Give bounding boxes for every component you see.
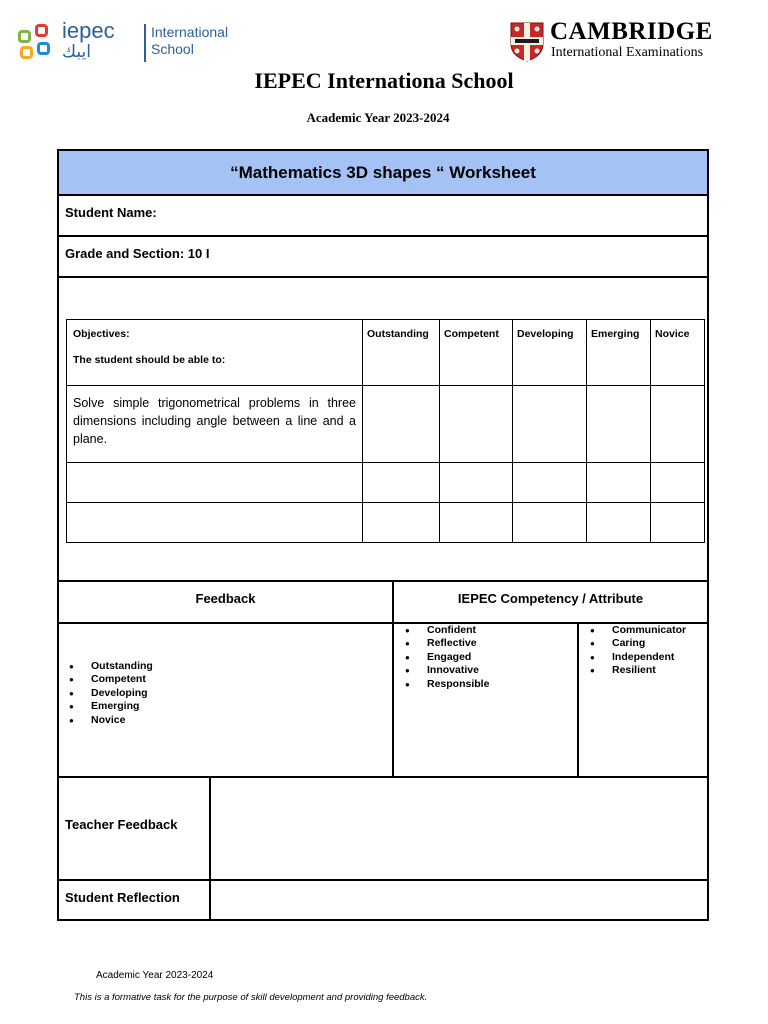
divider bbox=[209, 776, 211, 919]
rating-cell[interactable] bbox=[440, 503, 513, 543]
divider bbox=[59, 776, 707, 778]
objective-text: Solve simple trigonometrical problems in three dimensions including angle between a line and a plane. bbox=[67, 386, 363, 463]
list-item: ● Confident bbox=[405, 624, 489, 637]
level-emerging-header: Emerging bbox=[587, 320, 651, 386]
rating-cell[interactable] bbox=[651, 503, 705, 543]
table-row bbox=[67, 463, 705, 503]
academic-year-title: Academic Year 2023-2024 bbox=[306, 110, 450, 125]
list-item: ● Novice bbox=[69, 714, 153, 727]
list-item: ● Engaged bbox=[405, 651, 489, 664]
rating-cell[interactable] bbox=[363, 503, 440, 543]
rating-cell[interactable] bbox=[651, 463, 705, 503]
logo-divider bbox=[144, 24, 146, 62]
divider bbox=[59, 879, 707, 881]
school-title: IEPEC Internationa School bbox=[254, 68, 514, 93]
objective-text[interactable] bbox=[67, 463, 363, 503]
divider bbox=[577, 622, 579, 778]
objective-text[interactable] bbox=[67, 503, 363, 543]
iepec-logo bbox=[16, 20, 231, 66]
rating-cell[interactable] bbox=[440, 386, 513, 463]
cambridge-shield-icon bbox=[510, 22, 544, 62]
list-item: ● Independent bbox=[590, 651, 686, 664]
level-developing-header: Developing bbox=[513, 320, 587, 386]
list-item: ● Caring bbox=[590, 637, 686, 650]
cambridge-subtitle: International Examinations bbox=[551, 45, 704, 60]
student-reflection-label: Student Reflection bbox=[65, 890, 180, 905]
logo-line-school: School bbox=[151, 41, 194, 57]
list-item: ● Responsible bbox=[405, 678, 489, 691]
rating-cell[interactable] bbox=[587, 386, 651, 463]
rating-cell[interactable] bbox=[513, 463, 587, 503]
objectives-header-row bbox=[67, 320, 705, 386]
rating-cell[interactable] bbox=[440, 463, 513, 503]
objectives-subheading: The student should be able to: bbox=[73, 354, 226, 366]
worksheet-title: “Mathematics 3D shapes “ Worksheet bbox=[59, 151, 707, 194]
level-novice-header: Novice bbox=[651, 320, 705, 386]
rating-cell[interactable] bbox=[587, 503, 651, 543]
objectives-header-cell bbox=[67, 320, 363, 386]
list-item: ● Developing bbox=[69, 687, 153, 700]
student-name-label: Student Name: bbox=[65, 205, 157, 220]
rating-cell[interactable] bbox=[651, 386, 705, 463]
rating-cell[interactable] bbox=[363, 463, 440, 503]
competency-list-2 bbox=[590, 624, 686, 678]
cambridge-name: CAMBRIDGE bbox=[550, 18, 713, 45]
feedback-heading: Feedback bbox=[195, 591, 256, 606]
rating-cell[interactable] bbox=[513, 386, 587, 463]
divider bbox=[59, 194, 707, 196]
list-item: ● Communicator bbox=[590, 624, 686, 637]
divider bbox=[59, 276, 707, 278]
divider bbox=[59, 580, 707, 582]
divider bbox=[392, 580, 394, 778]
list-item: ● Reflective bbox=[405, 637, 489, 650]
iepec-brand-ar: ايبك bbox=[62, 42, 91, 62]
competency-heading: IEPEC Competency / Attribute bbox=[457, 591, 644, 606]
list-item: ● Outstanding bbox=[69, 660, 153, 673]
rating-cell[interactable] bbox=[513, 503, 587, 543]
list-item: ● Innovative bbox=[405, 664, 489, 677]
worksheet-frame bbox=[57, 149, 709, 921]
table-row bbox=[67, 503, 705, 543]
level-competent-header: Competent bbox=[440, 320, 513, 386]
rating-cell[interactable] bbox=[363, 386, 440, 463]
objectives-heading: Objectives: bbox=[73, 328, 130, 340]
level-outstanding-header: Outstanding bbox=[363, 320, 440, 386]
teacher-feedback-label: Teacher Feedback bbox=[65, 817, 178, 832]
list-item: ● Competent bbox=[69, 673, 153, 686]
list-item: ● Emerging bbox=[69, 700, 153, 713]
grade-section-label: Grade and Section: 10 I bbox=[65, 246, 210, 261]
table-row bbox=[67, 386, 705, 463]
iepec-logo-subtitle bbox=[151, 24, 228, 58]
objectives-table bbox=[66, 319, 705, 543]
logo-line-international: International bbox=[151, 24, 229, 40]
feedback-list bbox=[69, 660, 153, 727]
divider bbox=[59, 235, 707, 237]
cambridge-logo bbox=[508, 20, 723, 66]
footer-note: This is a formative task for the purpose of skill development and providing feedback. bbox=[74, 992, 428, 1003]
iepec-logo-mark-icon bbox=[16, 22, 56, 64]
iepec-brand-en: iepec bbox=[62, 18, 115, 43]
list-item: ● Resilient bbox=[590, 664, 686, 677]
competency-list-1 bbox=[405, 624, 489, 691]
footer-academic-year: Academic Year 2023-2024 bbox=[96, 970, 214, 981]
rating-cell[interactable] bbox=[587, 463, 651, 503]
